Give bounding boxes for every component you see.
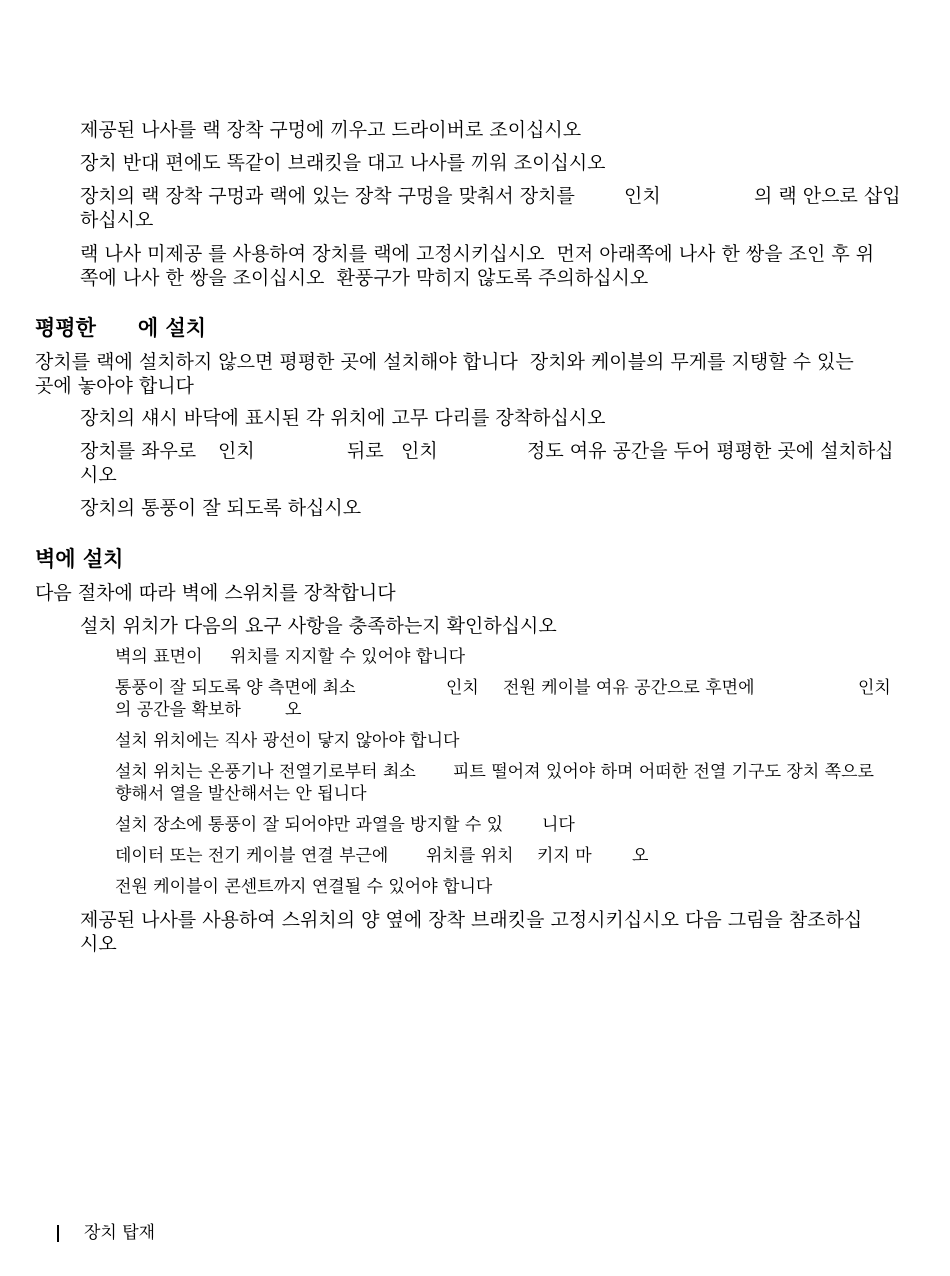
footer-section-label: 장치 탑재 <box>84 1223 156 1243</box>
footer-divider <box>57 1225 59 1242</box>
rack-step-3 <box>80 184 920 234</box>
wall-req-2 <box>115 677 915 721</box>
wall-req-2-text-line2-b: 오 <box>285 700 302 720</box>
rack-step-3-text-a: 장치의 랙 장착 구멍과 랙에 있는 장착 구멍을 맞춰서 장치를 <box>80 185 575 207</box>
wall-req-1-text-b: 위치를 지지할 수 있어야 합니다 <box>230 647 466 667</box>
wall-step-2-line2: 시오 <box>80 933 117 955</box>
wall-req-3: 설치 위치에는 직사 광선이 닿지 않아야 합니다 <box>115 731 460 751</box>
rack-step-1: 제공된 나사를 랙 장착 구멍에 끼우고 드라이버로 조이십시오 <box>80 119 582 141</box>
flat-step-2 <box>80 439 920 489</box>
wall-section-heading: 벽에 설치 <box>35 547 124 571</box>
wall-req-6 <box>115 845 915 867</box>
wall-step-1: 설치 위치가 다음의 요구 사항을 충족하는지 확인하십시오 <box>80 615 557 637</box>
rack-step-2: 장치 반대 편에도 똑같이 브래킷을 대고 나사를 끼워 조이십시오 <box>80 152 606 174</box>
wall-intro: 다음 절차에 따라 벽에 스위치를 장착합니다 <box>35 582 396 604</box>
wall-req-4-text-b: 피트 떨어져 있어야 하며 어떠한 전열 기구도 장치 쪽으로 <box>453 762 874 782</box>
wall-req-6-text-d: 오 <box>632 846 649 866</box>
flat-step-1: 장치의 섀시 바닥에 표시된 각 위치에 고무 다리를 장착하십시오 <box>80 407 606 429</box>
flat-section-heading <box>35 315 206 341</box>
wall-req-5-text-b: 니다 <box>542 815 575 835</box>
flat-heading-text-b: 에 설치 <box>137 316 207 340</box>
wall-req-7: 전원 케이블이 콘센트까지 연결될 수 있어야 합니다 <box>115 877 493 897</box>
flat-step-2-text-e: 정도 여유 공간을 두어 평평한 곳에 설치하십 <box>527 440 894 462</box>
wall-req-6-text-b: 위치를 위치 <box>426 846 514 866</box>
wall-req-6-text-c: 키지 마 <box>537 846 592 866</box>
flat-step-3: 장치의 통풍이 잘 되도록 하십시오 <box>80 497 362 519</box>
wall-req-4-text-line2: 향해서 열을 발산해서는 안 됩니다 <box>115 784 367 804</box>
page-footer <box>57 1222 155 1244</box>
wall-req-2-text-a: 통풍이 잘 되도록 양 측면에 최소 <box>115 678 356 698</box>
rack-step-4-line1: 랙 나사 미제공 를 사용하여 장치를 랙에 고정시키십시오 먼저 아래쪽에 나사 한 쌍을 조인 후 위 <box>80 243 875 265</box>
wall-req-5-text-a: 설치 장소에 통풍이 잘 되어야만 과열을 방지할 수 있 <box>115 815 504 835</box>
flat-step-2-text-line2: 시오 <box>80 464 117 486</box>
rack-step-4-line2: 쪽에 나사 한 쌍을 조이십시오 환풍구가 막히지 않도록 주의하십시오 <box>80 267 649 289</box>
flat-step-2-text-b: 인치 <box>218 440 255 462</box>
rack-step-3-text-b: 인치 <box>624 185 661 207</box>
flat-step-2-text-a: 장치를 좌우로 <box>80 440 197 462</box>
flat-step-2-text-d: 인치 <box>401 440 438 462</box>
flat-intro-line1: 장치를 랙에 설치하지 않으면 평평한 곳에 설치해야 합니다 장치와 케이블의 무게를 지탱할 수 있는 <box>35 351 854 373</box>
wall-req-4 <box>115 761 925 805</box>
wall-req-2-text-line2-a: 의 공간을 확보하 <box>115 700 241 720</box>
wall-req-5 <box>115 814 915 836</box>
flat-step-2-text-c: 뒤로 <box>347 440 384 462</box>
wall-req-2-text-d: 인치 <box>858 678 891 698</box>
rack-step-3-text-line2: 하십시오 <box>80 209 154 231</box>
wall-req-1 <box>115 646 915 668</box>
wall-req-6-text-a: 데이터 또는 전기 케이블 연결 부근에 <box>115 846 389 866</box>
wall-req-2-text-b: 인치 <box>446 678 479 698</box>
wall-req-4-text-a: 설치 위치는 온풍기나 전열기로부터 최소 <box>115 762 416 782</box>
rack-step-3-text-c: 의 랙 안으로 삽입 <box>754 185 901 207</box>
wall-req-1-text-a: 벽의 표면이 <box>115 647 203 667</box>
flat-intro-line2: 곳에 놓아야 합니다 <box>35 375 194 397</box>
wall-req-2-text-c: 전원 케이블 여유 공간으로 후면에 <box>503 678 755 698</box>
wall-step-2-line1: 제공된 나사를 사용하여 스위치의 양 옆에 장착 브래킷을 고정시키십시오 다음 그림을 참조하십 <box>80 909 863 931</box>
flat-heading-text-a: 평평한 <box>35 316 96 340</box>
